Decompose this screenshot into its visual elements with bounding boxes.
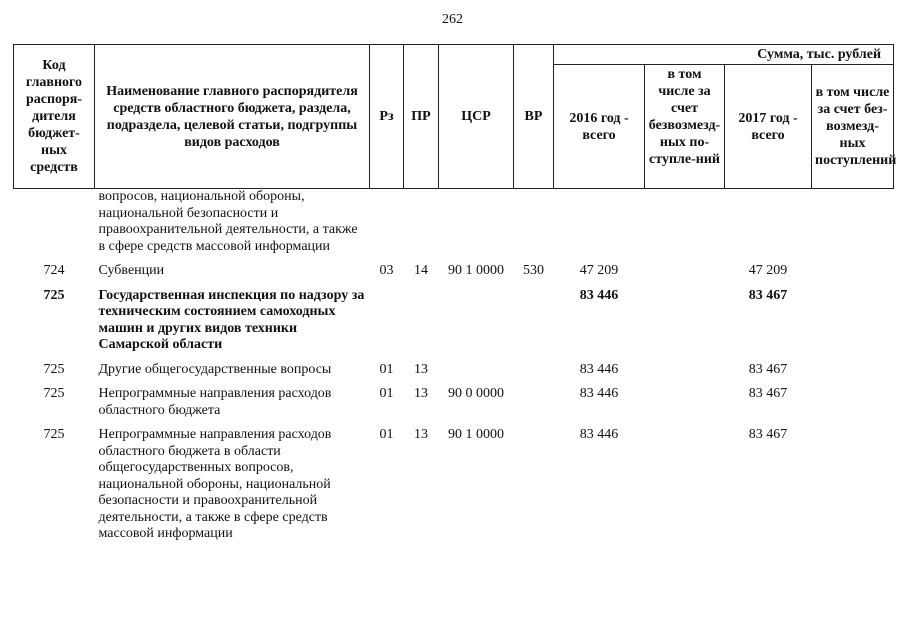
- row-pr: 14: [414, 263, 428, 278]
- header-rz: Рз: [370, 45, 404, 189]
- row-pr: [404, 280, 439, 354]
- row-code: 725: [43, 386, 65, 401]
- row-2017-total: [725, 189, 812, 256]
- row-2016-total: 83 446: [579, 361, 619, 377]
- header-code: Код главного распоря-дителя бюджет-ных средств: [14, 45, 95, 189]
- row-csr: [439, 189, 514, 256]
- page-number: 262: [442, 12, 463, 27]
- header-2017-total: 2017 год - всего: [725, 65, 812, 189]
- row-2017-gratuitous: [812, 280, 894, 354]
- row-2017-gratuitous: [812, 255, 894, 280]
- row-vr: [514, 189, 554, 256]
- table-row: [14, 378, 894, 419]
- row-pr: 13: [414, 361, 428, 377]
- row-code: 724: [43, 263, 65, 278]
- row-name: Государственная инспекция по надзору за техническим состоянием самоходных машин и других видов техники Самарской области: [98, 287, 365, 352]
- table-row: [14, 189, 894, 256]
- row-2016-total: 83 446: [579, 427, 619, 442]
- header-pr: ПР: [404, 45, 439, 189]
- row-2017-gratuitous: [812, 354, 894, 379]
- row-vr: [514, 419, 554, 543]
- row-vr: [514, 354, 554, 379]
- row-2017-total: 83 467: [748, 287, 788, 303]
- table-row: [14, 255, 894, 280]
- row-2017-total: 47 209: [748, 263, 788, 278]
- row-code: 725: [43, 287, 65, 303]
- row-2017-total: 83 467: [748, 361, 788, 377]
- row-2016-total: [554, 189, 645, 256]
- row-name: Непрограммные направления расходов областного бюджета: [98, 386, 332, 418]
- row-csr: [439, 280, 514, 354]
- row-rz: [370, 280, 404, 354]
- row-code: 725: [43, 427, 65, 442]
- header-2016-gratuitous: в том числе за счет безвозмезд-ных по-ступле-ний: [645, 65, 725, 189]
- row-rz: 01: [379, 361, 394, 377]
- row-2016-gratuitous: [645, 354, 725, 379]
- row-code: [14, 189, 95, 256]
- row-name: Непрограммные направления расходов областного бюджета в области общегосударственных вопросов, национальной обороны, национальной безопасности и правоохранительной деятельности, а также в сфере средств массовой информации: [98, 427, 332, 541]
- row-pr: 13: [414, 427, 428, 442]
- row-vr: [514, 378, 554, 419]
- header-csr: ЦСР: [439, 45, 514, 189]
- row-2016-gratuitous: [645, 280, 725, 354]
- row-name: Субвенции: [98, 263, 165, 278]
- row-rz: 01: [379, 386, 394, 401]
- row-2016-gratuitous: [645, 255, 725, 280]
- row-code: 725: [43, 361, 65, 377]
- row-vr: [514, 280, 554, 354]
- header-2017-gratuitous: в том числе за счет без-возмезд-ных поступлений: [812, 65, 894, 189]
- row-2017-gratuitous: [812, 189, 894, 256]
- row-csr: 90 1 0000: [448, 427, 504, 442]
- row-pr: 13: [414, 386, 428, 401]
- header-sum-group: Сумма, тыс. рублей: [554, 45, 894, 65]
- header-2016-total: 2016 год - всего: [554, 65, 645, 189]
- row-2017-gratuitous: [812, 419, 894, 543]
- row-csr: 90 0 0000: [448, 386, 504, 401]
- row-name: Другие общегосударственные вопросы: [98, 361, 332, 377]
- table-body: [14, 189, 894, 543]
- row-2016-total: 47 209: [579, 263, 619, 278]
- row-2017-total: 83 467: [748, 427, 788, 442]
- table-row: [14, 280, 894, 354]
- row-rz: [370, 189, 404, 256]
- table-header: [14, 45, 897, 189]
- row-2016-total: 83 446: [579, 386, 619, 401]
- row-2017-gratuitous: [812, 378, 894, 419]
- table-row: [14, 354, 894, 379]
- row-rz: 03: [379, 263, 394, 278]
- row-2016-gratuitous: [645, 419, 725, 543]
- row-csr: 90 1 0000: [448, 263, 504, 278]
- row-pr: [404, 189, 439, 256]
- budget-table: [13, 44, 897, 543]
- row-2016-gratuitous: [645, 189, 725, 256]
- row-csr: [439, 354, 514, 379]
- header-vr: ВР: [514, 45, 554, 189]
- row-2016-total: 83 446: [579, 287, 619, 303]
- table-row: [14, 419, 894, 543]
- row-rz: 01: [379, 427, 394, 442]
- row-name: вопросов, национальной обороны, национальной безопасности и правоохранительной деятельности, а также в сфере средств массовой информации: [98, 189, 358, 254]
- header-name: Наименование главного распорядителя средств областного бюджета, раздела, подраздела, целевой статьи, подгруппы видов расходов: [95, 45, 370, 189]
- row-vr: 530: [523, 263, 544, 278]
- row-2016-gratuitous: [645, 378, 725, 419]
- row-2017-total: 83 467: [748, 386, 788, 401]
